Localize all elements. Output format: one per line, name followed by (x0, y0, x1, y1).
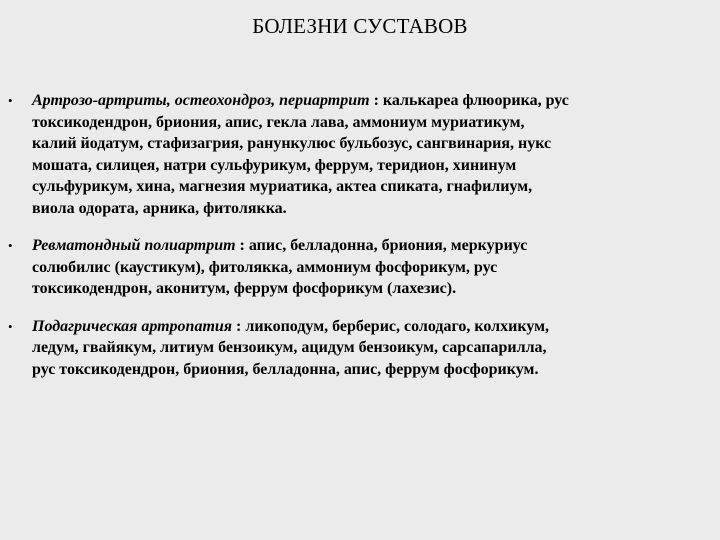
list-item-arthrosis (8, 90, 714, 219)
item-text (32, 316, 714, 381)
item-text (32, 90, 714, 219)
item-text (32, 235, 714, 300)
remedy-list: : калькарea флюорика, рус токсикодендрон, бриония, апис, гекла лава, аммониум муриатикум, калий йодатум, стафизагрия, ранункулюс бульбозус, сангвинария, нукс мошата, силицея, натри сульфурикум, феррум, теридион, хининум сульфурикум, хина, магнезия муриатика, актеа спиката, гнафилиум, виола одората, арника, фитолякка. (32, 92, 569, 217)
bullet-icon: • (8, 93, 13, 108)
disease-term: Артрозо-артриты, остеохондроз, периартрит (32, 92, 370, 109)
bullet-icon: • (8, 238, 13, 253)
disease-list (8, 90, 714, 396)
list-item-gout (8, 316, 714, 381)
bullet-icon: • (8, 318, 13, 334)
remedy-list: : ликоподум, берберис, солодаго, колхикум, ледум, гвайякум, литиум бензоикум, ацидум бензоикум, сарсапарилла, рус токсикодендрон, бриония, белладонна, апис, феррум фосфорикум. (32, 317, 550, 378)
remedy-list: : апис, белладонна, бриония, меркуриус солюбилис (каустикум), фитолякка, аммониум фосфорикум, рус токсикодендрон, аконитум, феррум фосфорикум (лахезис). (32, 237, 528, 297)
disease-term: Подагрическая артропатия (32, 317, 233, 335)
slide-title: БОЛЕЗНИ СУСТАВОВ (252, 14, 468, 38)
list-item-rheumatoid (8, 235, 714, 300)
disease-term: Ревматондный полиартрит (32, 237, 236, 254)
